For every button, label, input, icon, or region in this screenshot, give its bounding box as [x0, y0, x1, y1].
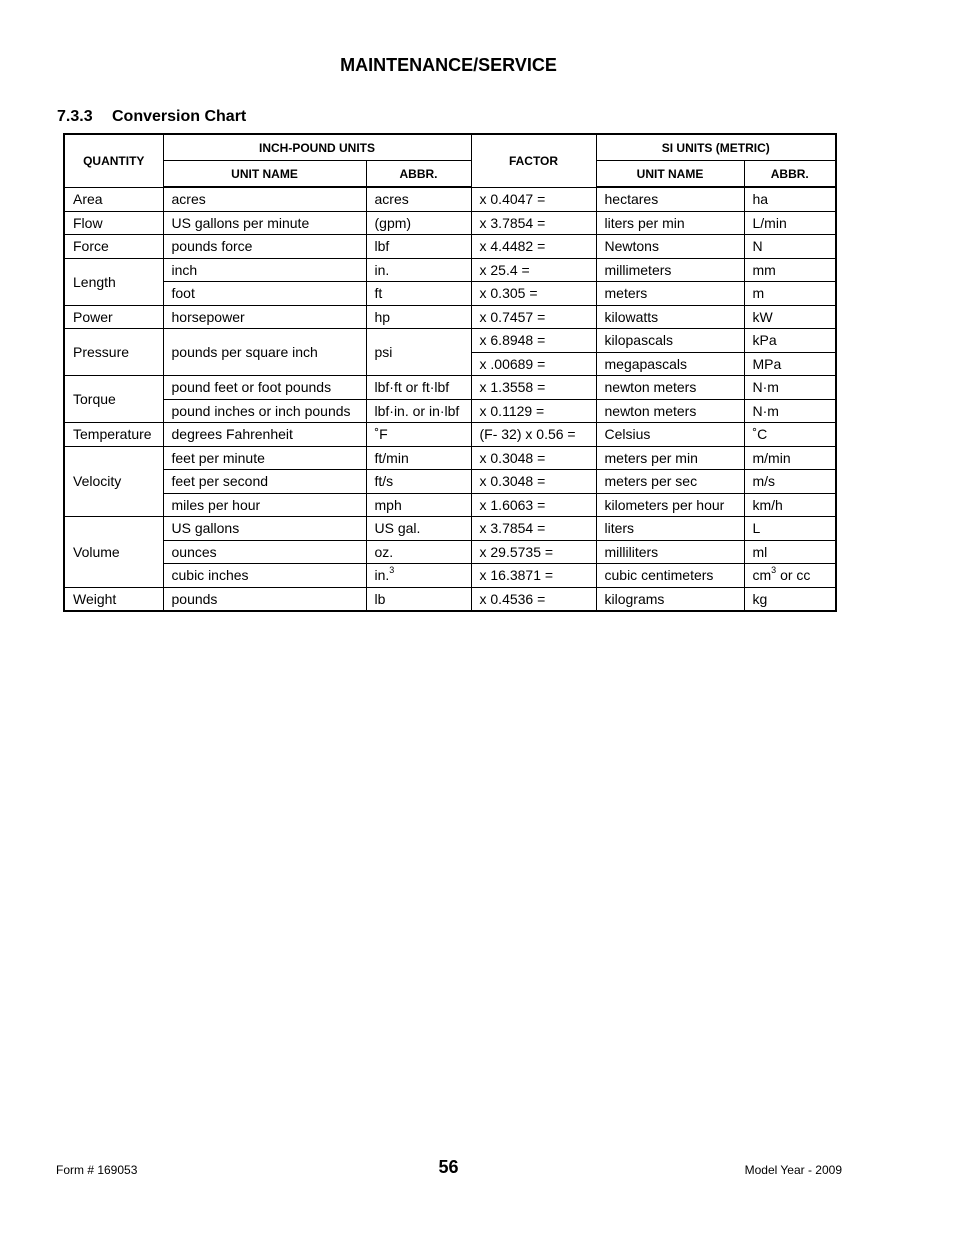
- quantity-cell: Pressure: [64, 329, 163, 376]
- abbr-cell: [366, 564, 471, 588]
- unit-name-cell: pounds: [163, 587, 366, 611]
- section-title: [57, 108, 246, 126]
- si-abbr-text: cm: [752, 567, 772, 584]
- factor-cell: (F- 32) x 0.56 =: [471, 423, 596, 447]
- model-year: Model Year - 2009: [744, 1163, 842, 1177]
- si-abbr-cell: ha: [744, 187, 836, 211]
- si-abbr-cell: N·m: [744, 399, 836, 423]
- factor-cell: x 0.7457 =: [471, 305, 596, 329]
- table-row: [64, 470, 836, 494]
- abbr-cell: ˚F: [366, 423, 471, 447]
- abbr-text: in.: [374, 567, 390, 584]
- si-abbr-cell: m/s: [744, 470, 836, 494]
- table-row: [64, 540, 836, 564]
- si-unit-name-cell: hectares: [596, 187, 744, 211]
- table-row: [64, 446, 836, 470]
- header-unit-name: UNIT NAME: [163, 161, 366, 188]
- table-row: [64, 187, 836, 211]
- table-row: [64, 517, 836, 541]
- si-unit-name-cell: newton meters: [596, 376, 744, 400]
- header-quantity: QUANTITY: [64, 134, 163, 187]
- table-row: [64, 305, 836, 329]
- abbr-cell: lbf·ft or ft·lbf: [366, 376, 471, 400]
- si-abbr-cell: mm: [744, 258, 836, 282]
- si-unit-name-cell: cubic centimeters: [596, 564, 744, 588]
- si-unit-name-cell: liters per min: [596, 211, 744, 235]
- si-unit-name-cell: liters: [596, 517, 744, 541]
- factor-cell: x 6.8948 =: [471, 329, 596, 353]
- quantity-cell: Power: [64, 305, 163, 329]
- si-abbr-cell: kW: [744, 305, 836, 329]
- header-factor: FACTOR: [471, 134, 596, 187]
- factor-cell: x 29.5735 =: [471, 540, 596, 564]
- header-inch-pound-units: INCH-POUND UNITS: [163, 134, 471, 161]
- unit-name-cell: horsepower: [163, 305, 366, 329]
- factor-cell: x 1.6063 =: [471, 493, 596, 517]
- si-abbr-cell: km/h: [744, 493, 836, 517]
- quantity-cell: Weight: [64, 587, 163, 611]
- table-row: [64, 587, 836, 611]
- unit-name-cell: pound feet or foot pounds: [163, 376, 366, 400]
- factor-cell: x 3.7854 =: [471, 517, 596, 541]
- si-abbr-suffix: or cc: [776, 567, 811, 584]
- si-unit-name-cell: Celsius: [596, 423, 744, 447]
- factor-cell: x 0.1129 =: [471, 399, 596, 423]
- si-unit-name-cell: megapascals: [596, 352, 744, 376]
- factor-cell: x 0.3048 =: [471, 470, 596, 494]
- unit-name-cell: inch: [163, 258, 366, 282]
- table-row: [64, 493, 836, 517]
- table-row: [64, 211, 836, 235]
- abbr-cell: mph: [366, 493, 471, 517]
- factor-cell: x 4.4482 =: [471, 235, 596, 259]
- header-si-unit-name: UNIT NAME: [596, 161, 744, 188]
- si-abbr-cell: L: [744, 517, 836, 541]
- quantity-cell: Volume: [64, 517, 163, 588]
- table-row: [64, 329, 836, 353]
- abbr-cell: hp: [366, 305, 471, 329]
- unit-name-cell: degrees Fahrenheit: [163, 423, 366, 447]
- superscript: 3: [389, 565, 395, 576]
- unit-name-cell: pounds per square inch: [163, 329, 366, 376]
- si-unit-name-cell: meters: [596, 282, 744, 306]
- si-abbr-cell: ˚C: [744, 423, 836, 447]
- si-abbr-cell: m: [744, 282, 836, 306]
- unit-name-cell: acres: [163, 187, 366, 211]
- table-row: [64, 282, 836, 306]
- table-row: [64, 564, 836, 588]
- si-abbr-cell: N: [744, 235, 836, 259]
- si-unit-name-cell: meters per min: [596, 446, 744, 470]
- unit-name-cell: pound inches or inch pounds: [163, 399, 366, 423]
- quantity-cell: Torque: [64, 376, 163, 423]
- table-row: [64, 376, 836, 400]
- header-si-units: SI UNITS (METRIC): [596, 134, 836, 161]
- unit-name-cell: pounds force: [163, 235, 366, 259]
- si-unit-name-cell: meters per sec: [596, 470, 744, 494]
- unit-name-cell: US gallons: [163, 517, 366, 541]
- table-row: [64, 258, 836, 282]
- abbr-cell: ft: [366, 282, 471, 306]
- abbr-cell: oz.: [366, 540, 471, 564]
- section-number: 7.3.3: [57, 108, 93, 125]
- superscript: 3: [771, 565, 777, 576]
- si-unit-name-cell: kilometers per hour: [596, 493, 744, 517]
- abbr-cell: lb: [366, 587, 471, 611]
- si-unit-name-cell: milliliters: [596, 540, 744, 564]
- table-row: [64, 399, 836, 423]
- abbr-cell: lbf·in. or in·lbf: [366, 399, 471, 423]
- page-number: 56: [438, 1157, 459, 1177]
- unit-name-cell: ounces: [163, 540, 366, 564]
- si-abbr-cell: MPa: [744, 352, 836, 376]
- abbr-cell: psi: [366, 329, 471, 376]
- table-row: [64, 423, 836, 447]
- si-abbr-cell: kPa: [744, 329, 836, 353]
- quantity-cell: Length: [64, 258, 163, 305]
- abbr-cell: ft/s: [366, 470, 471, 494]
- si-unit-name-cell: kilopascals: [596, 329, 744, 353]
- si-abbr-cell: m/min: [744, 446, 836, 470]
- factor-cell: x 16.3871 =: [471, 564, 596, 588]
- si-unit-name-cell: millimeters: [596, 258, 744, 282]
- factor-cell: x 1.3558 =: [471, 376, 596, 400]
- header-si-abbr: ABBR.: [744, 161, 836, 188]
- si-abbr-cell: N·m: [744, 376, 836, 400]
- abbr-cell: acres: [366, 187, 471, 211]
- abbr-cell: ft/min: [366, 446, 471, 470]
- abbr-cell: (gpm): [366, 211, 471, 235]
- unit-name-cell: cubic inches: [163, 564, 366, 588]
- factor-cell: x 25.4 =: [471, 258, 596, 282]
- page-header: MAINTENANCE/SERVICE: [340, 55, 557, 75]
- si-abbr-cell: kg: [744, 587, 836, 611]
- unit-name-cell: feet per second: [163, 470, 366, 494]
- factor-cell: x 0.4047 =: [471, 187, 596, 211]
- table-row: [64, 235, 836, 259]
- unit-name-cell: feet per minute: [163, 446, 366, 470]
- si-unit-name-cell: kilowatts: [596, 305, 744, 329]
- factor-cell: x 0.305 =: [471, 282, 596, 306]
- quantity-cell: Temperature: [64, 423, 163, 447]
- si-abbr-cell: L/min: [744, 211, 836, 235]
- factor-cell: x 0.4536 =: [471, 587, 596, 611]
- conversion-chart-table: [63, 133, 837, 612]
- si-abbr-cell: [744, 564, 836, 588]
- factor-cell: x .00689 =: [471, 352, 596, 376]
- form-number: Form # 169053: [56, 1163, 138, 1177]
- section-title-text: Conversion Chart: [112, 108, 247, 125]
- unit-name-cell: US gallons per minute: [163, 211, 366, 235]
- si-unit-name-cell: Newtons: [596, 235, 744, 259]
- quantity-cell: Force: [64, 235, 163, 259]
- si-abbr-cell: ml: [744, 540, 836, 564]
- abbr-cell: lbf: [366, 235, 471, 259]
- unit-name-cell: foot: [163, 282, 366, 306]
- quantity-cell: Velocity: [64, 446, 163, 517]
- quantity-cell: Flow: [64, 211, 163, 235]
- abbr-cell: US gal.: [366, 517, 471, 541]
- unit-name-cell: miles per hour: [163, 493, 366, 517]
- header-abbr: ABBR.: [366, 161, 471, 188]
- factor-cell: x 3.7854 =: [471, 211, 596, 235]
- abbr-cell: in.: [366, 258, 471, 282]
- quantity-cell: Area: [64, 187, 163, 211]
- si-unit-name-cell: newton meters: [596, 399, 744, 423]
- factor-cell: x 0.3048 =: [471, 446, 596, 470]
- si-unit-name-cell: kilograms: [596, 587, 744, 611]
